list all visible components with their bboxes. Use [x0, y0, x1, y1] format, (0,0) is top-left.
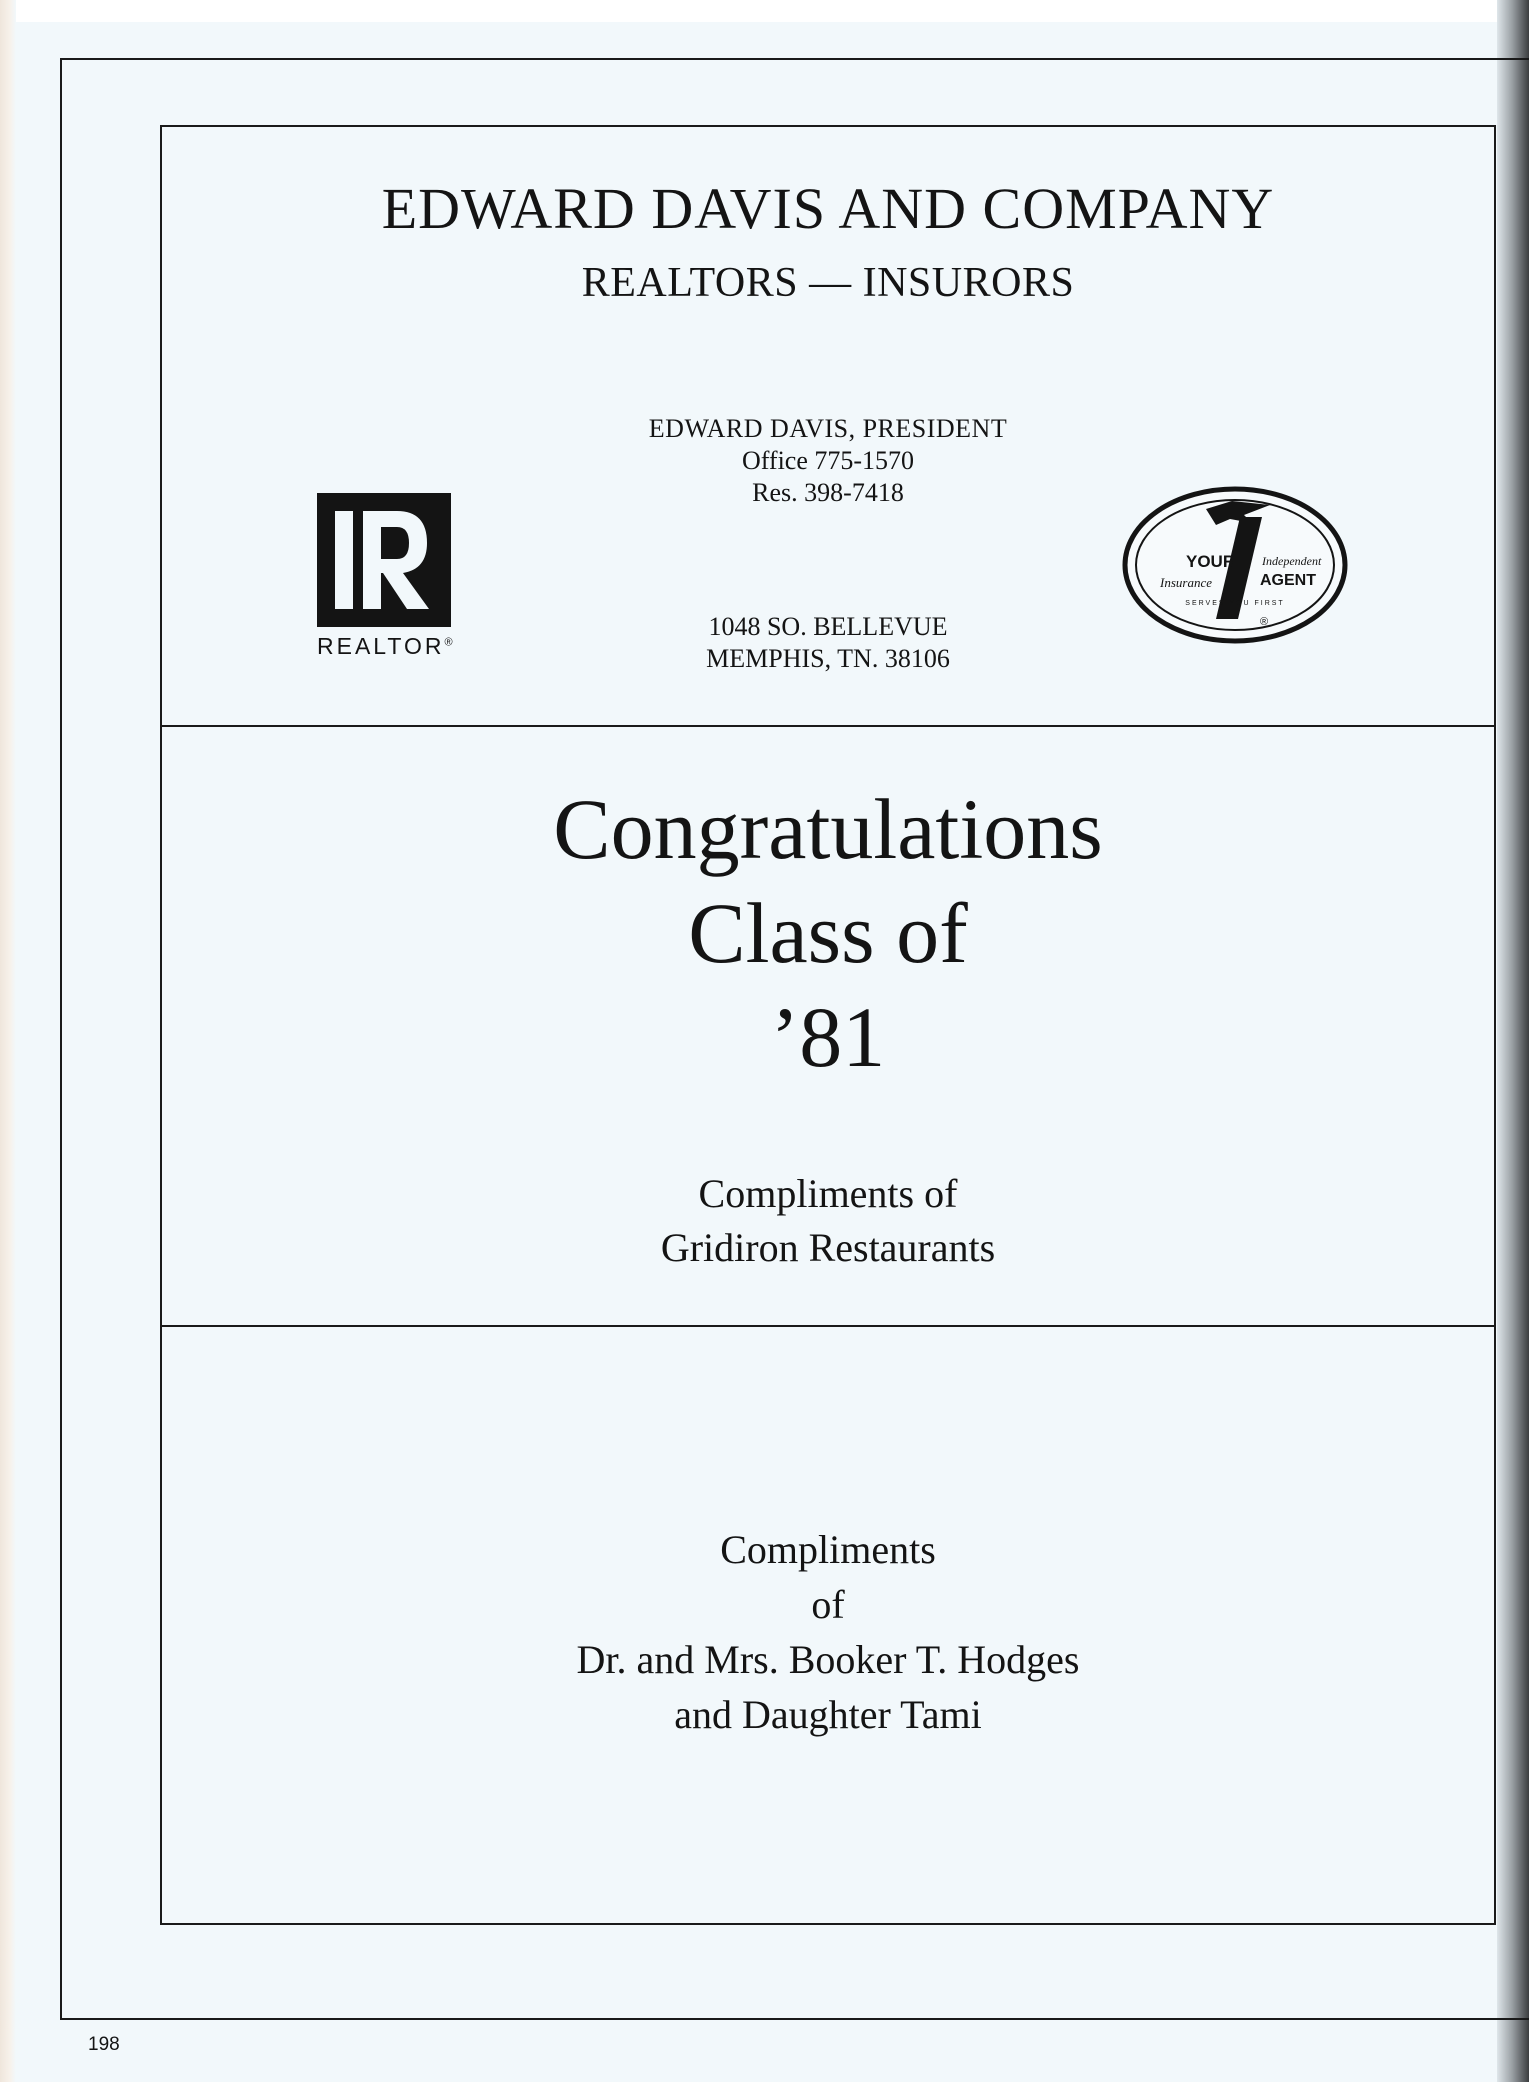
seal-insurance-text: Insurance [1160, 575, 1212, 590]
hodges-ad [160, 1325, 1496, 1925]
page-edge-left [0, 0, 16, 2082]
company-name: EDWARD DAVIS AND COMPANY [381, 176, 1275, 241]
congrats-line-3: ’81 [770, 989, 886, 1085]
hodges-line-1: Compliments [720, 1527, 936, 1572]
hodges-line-2: of [811, 1582, 845, 1627]
president-line: EDWARD DAVIS, PRESIDENT [648, 414, 1008, 443]
seal-agent-text: AGENT [1260, 572, 1316, 589]
page-number: 198 [88, 2034, 120, 2055]
gridiron-compliments: Compliments of [698, 1171, 958, 1216]
realtor-r-icon [317, 493, 451, 627]
scan-margin-top [0, 0, 1529, 22]
independent-agent-seal [1120, 479, 1350, 649]
edward-davis-ad [160, 125, 1496, 727]
seal-your-text: YOUR [1186, 552, 1236, 571]
registered-mark: ® [444, 636, 453, 649]
office-phone: Office 775-1570 [741, 446, 915, 475]
congrats-line-1: Congratulations [553, 781, 1103, 877]
realtor-logo [317, 493, 453, 659]
realtor-word: REALTOR [317, 633, 445, 659]
gridiron-sponsor: Gridiron Restaurants [660, 1225, 996, 1270]
independent-agent-icon [1120, 479, 1350, 649]
hodges-line-3: Dr. and Mrs. Booker T. Hodges [576, 1637, 1080, 1682]
street-address: 1048 SO. BELLEVUE [708, 612, 948, 641]
company-tagline: REALTORS — INSURORS [581, 260, 1075, 306]
seal-independent-text: Independent [1262, 554, 1322, 568]
hodges-line-4: and Daughter Tami [674, 1692, 982, 1737]
residence-phone: Res. 398-7418 [752, 478, 904, 507]
gridiron-ad [160, 725, 1496, 1327]
congrats-line-2: Class of [688, 885, 968, 981]
realtor-wordmark [317, 633, 477, 660]
seal-serves-text: SERVES YOU FIRST [1185, 600, 1285, 607]
city-address: MEMPHIS, TN. 38106 [706, 644, 950, 673]
seal-registered-mark: ® [1260, 616, 1269, 628]
